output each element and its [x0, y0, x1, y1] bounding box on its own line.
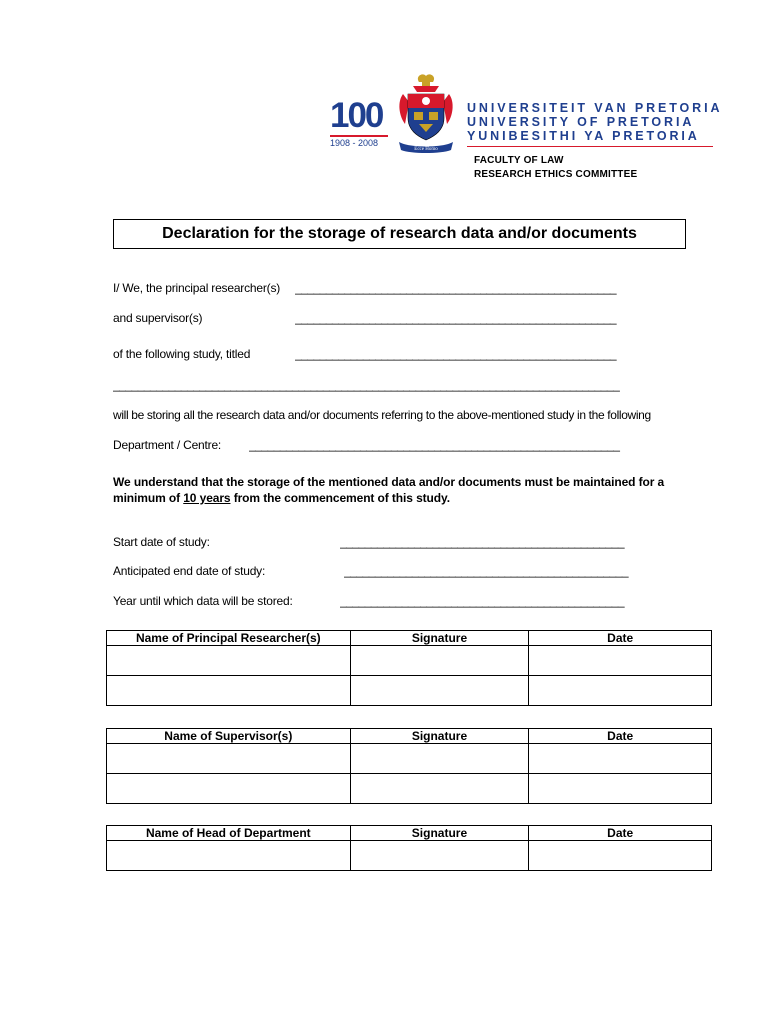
supervisor-name-header: Name of Supervisor(s) — [107, 729, 351, 744]
storage-year-field[interactable]: ______________________________________________ — [340, 594, 624, 608]
principal-date-header: Date — [529, 631, 712, 646]
table-row — [107, 774, 712, 804]
retention-statement-part2: from the commencement of this study. — [230, 491, 450, 505]
table-header-row — [107, 631, 712, 646]
head-name-header: Name of Head of Department — [107, 826, 351, 841]
supervisor-name-cell[interactable] — [107, 744, 351, 774]
university-name-sepedi: YUNIBESITHI YA PRETORIA — [467, 129, 700, 143]
head-signature-header: Signature — [350, 826, 529, 841]
principal-researcher-field[interactable]: ____________________________________________________ — [295, 281, 617, 295]
storing-statement: will be storing all the research data and/or documents referring to the above-mentioned study in the following — [113, 408, 651, 422]
supervisor-signature-cell[interactable] — [350, 774, 529, 804]
centenary-number: 100 — [330, 96, 383, 135]
principal-researcher-label: I/ We, the principal researcher(s) — [113, 281, 281, 295]
principal-date-cell[interactable] — [529, 646, 712, 676]
head-signature-cell[interactable] — [350, 841, 529, 871]
university-name-english: UNIVERSITY OF PRETORIA — [467, 115, 695, 129]
table-row — [107, 744, 712, 774]
crest-motto: Ecce Homo — [414, 147, 438, 152]
head-date-header: Date — [529, 826, 712, 841]
supervisor-name-cell[interactable] — [107, 774, 351, 804]
supervisor-table — [106, 728, 712, 804]
retention-years: 10 years — [183, 491, 231, 505]
supervisor-signature-header: Signature — [350, 729, 529, 744]
retention-statement — [113, 474, 673, 506]
principal-name-cell[interactable] — [107, 676, 351, 706]
principal-name-cell[interactable] — [107, 646, 351, 676]
principal-name-header: Name of Principal Researcher(s) — [107, 631, 351, 646]
study-title-field-continued[interactable]: __________________________________________________________________________________ — [113, 378, 620, 392]
principal-signature-cell[interactable] — [350, 646, 529, 676]
supervisor-label: and supervisor(s) — [113, 311, 203, 325]
head-date-cell[interactable] — [529, 841, 712, 871]
faculty-block — [474, 154, 637, 182]
university-name-afrikaans: UNIVERSITEIT VAN PRETORIA — [467, 101, 723, 115]
start-date-label: Start date of study: — [113, 535, 210, 549]
university-name — [467, 101, 722, 143]
head-name-cell[interactable] — [107, 841, 351, 871]
supervisor-date-cell[interactable] — [529, 744, 712, 774]
end-date-field[interactable]: ______________________________________________ — [344, 564, 628, 578]
table-row — [107, 841, 712, 871]
university-crest-icon — [395, 72, 457, 161]
department-label: Department / Centre: — [113, 438, 222, 452]
table-header-row — [107, 729, 712, 744]
principal-signature-cell[interactable] — [350, 676, 529, 706]
principal-date-cell[interactable] — [529, 676, 712, 706]
header-rule — [467, 146, 713, 147]
table-row — [107, 676, 712, 706]
principal-researcher-table — [106, 630, 712, 706]
storage-year-label: Year until which data will be stored: — [113, 594, 293, 608]
faculty-name: FACULTY OF LAW — [474, 155, 564, 166]
supervisor-signature-cell[interactable] — [350, 744, 529, 774]
form-title: Declaration for the storage of research data and/or documents — [113, 219, 686, 249]
study-title-field[interactable]: ____________________________________________________ — [295, 347, 617, 361]
department-field[interactable]: ____________________________________________________________ — [249, 438, 620, 452]
end-date-label: Anticipated end date of study: — [113, 564, 266, 578]
centenary-years: 1908 - 2008 — [330, 138, 379, 148]
supervisor-date-header: Date — [529, 729, 712, 744]
retention-statement-part1: We understand that the storage of the mentioned data and/or documents must be maintained for a minimum of — [113, 475, 665, 505]
table-header-row — [107, 826, 712, 841]
centenary-logo — [330, 98, 390, 148]
start-date-field[interactable]: ______________________________________________ — [340, 535, 624, 549]
table-row — [107, 646, 712, 676]
supervisor-date-cell[interactable] — [529, 774, 712, 804]
committee-name: RESEARCH ETHICS COMMITTEE — [474, 169, 638, 180]
principal-signature-header: Signature — [350, 631, 529, 646]
head-of-department-table — [106, 825, 712, 871]
study-title-label: of the following study, titled — [113, 347, 251, 361]
centenary-bar — [330, 135, 388, 137]
supervisor-field[interactable]: ____________________________________________________ — [295, 311, 617, 325]
